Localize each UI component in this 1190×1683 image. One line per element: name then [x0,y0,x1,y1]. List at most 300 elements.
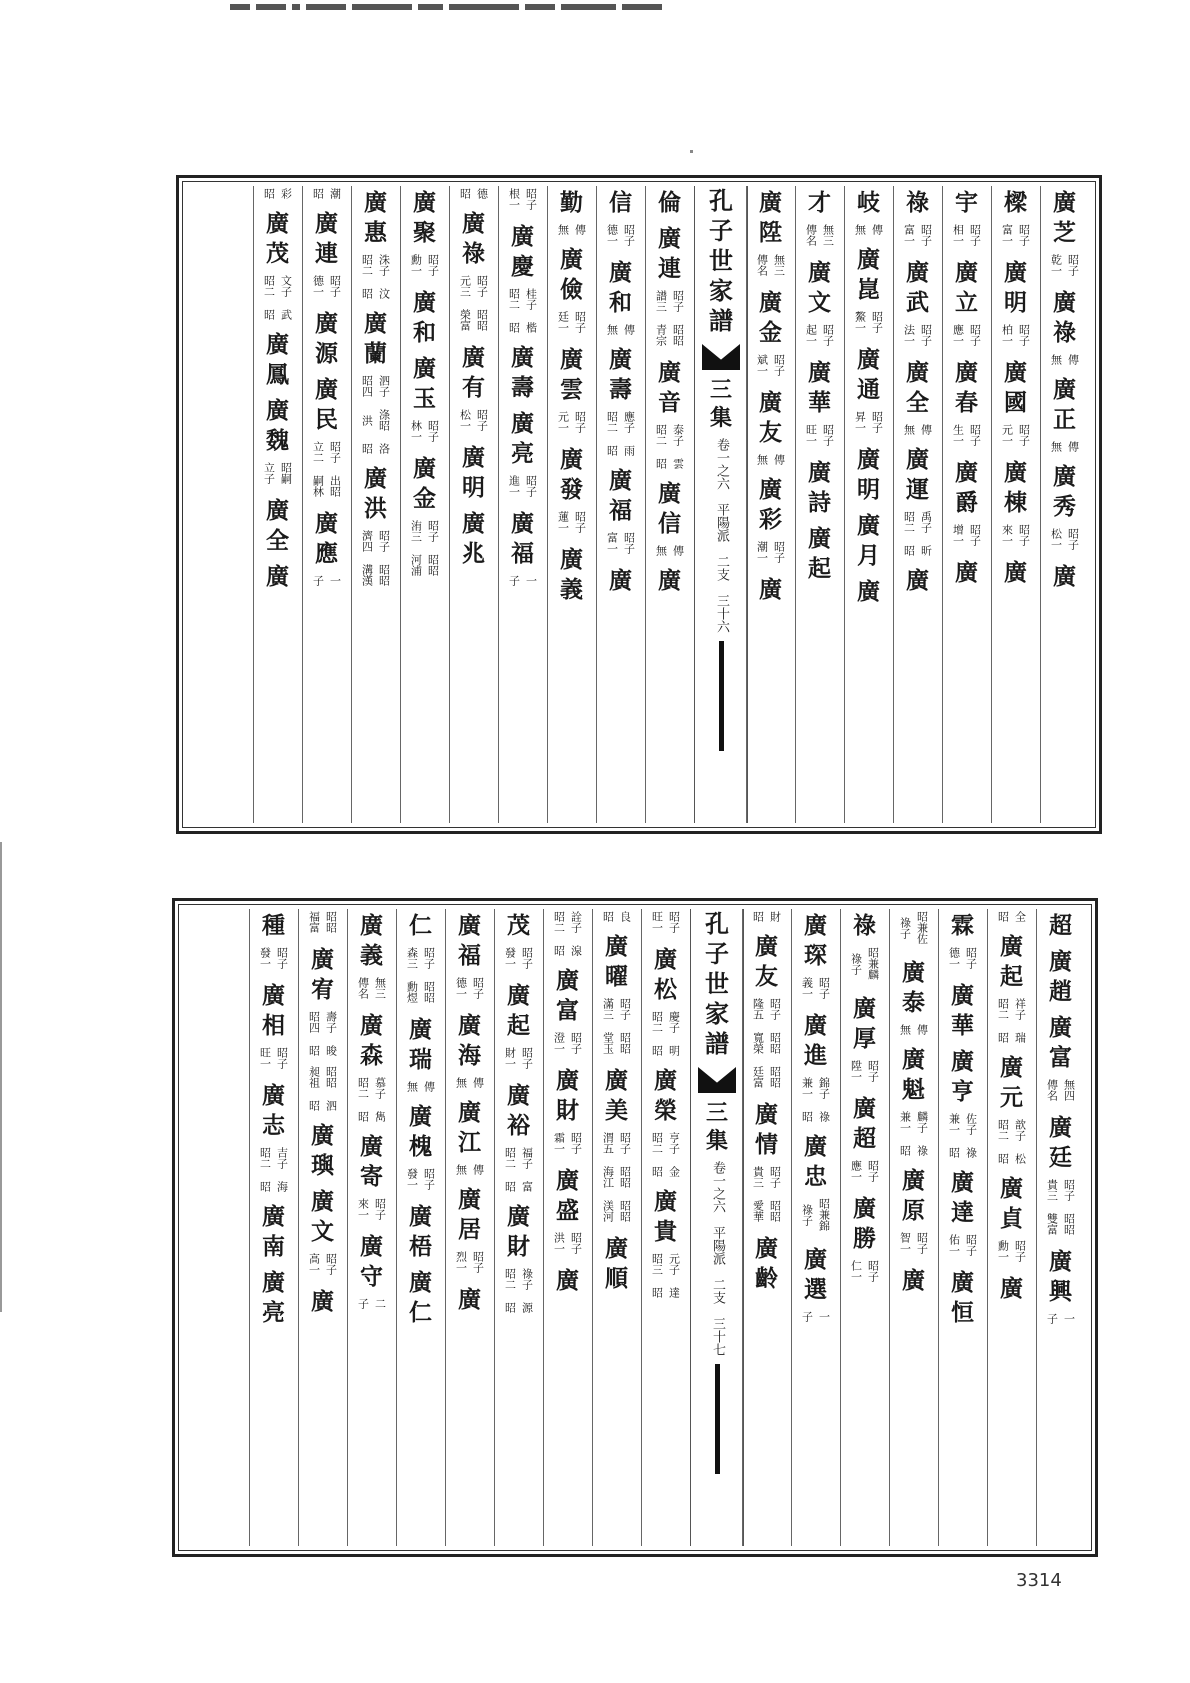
person-name: 廣 守 [360,1233,383,1290]
person-name: 祿 [906,189,929,216]
genealogy-column [840,911,889,1544]
person-name: 廣 魏 [266,397,289,454]
person-name: 廣 棟 [1004,459,1027,516]
genealogy-column [641,911,690,1544]
person-name: 岐 [857,189,880,216]
annotation-note: 無 傳 [454,1077,485,1088]
column-divider [494,909,495,1546]
annotation-note: 森三 昭子 [405,947,436,969]
column-divider [347,909,348,1546]
annotation-note: 昭二 泰子 [654,424,685,446]
person-name: 廣 有 [462,344,485,401]
annotation-note: 柏一 昭子 [1000,324,1031,346]
annotation-note: 旺一 昭子 [650,911,681,933]
annotation-note: 霜一 昭子 [552,1132,583,1154]
person-name: 廣 春 [955,359,978,416]
column-divider [249,909,250,1546]
genealogy-column [795,188,844,821]
annotation-note: 佑一 昭子 [947,1234,978,1256]
book-title: 孔 子 世 家 譜 [709,186,733,335]
person-name: 廣 福 [511,510,534,567]
genealogy-column [592,911,641,1544]
column-divider [1040,186,1041,823]
annotation-note: 子 一 [1045,1313,1076,1324]
person-name: 廣 進 [804,1012,827,1069]
person-name: 廣 恒 [951,1269,974,1326]
person-name: 廣 鳳 [266,331,289,388]
person-name: 廣 源 [315,310,338,367]
genealogy-column [547,188,596,821]
annotation-note: 海江 昭昭 [601,1166,632,1188]
person-name: 廣 璵 [311,1122,334,1179]
annotation-note: 子 一 [507,575,538,586]
annotation-note: 立子 昭嗣 [262,462,293,484]
person-name: 廣 福 [458,912,481,969]
person-name: 廣 運 [906,446,929,503]
person-name: 廣 達 [951,1169,974,1226]
annotation-note: 廷一 昭子 [556,311,587,333]
annotation-note: 溝漢 昭昭 [360,564,391,586]
person-name: 廣 兆 [462,510,485,567]
annotation-note: 昭 源 [503,1302,534,1313]
genealogy-column [302,188,351,821]
annotation-note: 昭 松 [996,1153,1027,1164]
genealogy-column [893,188,942,821]
column-divider [645,186,646,823]
annotation-note: 昭 富 [503,1181,534,1192]
person-name: 廣 勝 [853,1195,876,1252]
genealogy-column [253,188,302,821]
annotation-note: 無 傳 [605,324,636,335]
genealogy-column [396,911,445,1544]
person-name: 廣 [857,578,880,605]
person-name: 廣 財 [507,1203,530,1260]
annotation-note: 子 一 [311,575,342,586]
annotation-note: 兼一 佐子 [947,1113,978,1135]
annotation-note: 發一 昭子 [503,947,534,969]
column-divider [253,186,254,823]
annotation-note: 增一 昭子 [951,524,982,546]
annotation-note: 昭 德 [458,188,489,199]
annotation-note: 無 傳 [1049,354,1080,365]
person-name: 廣 壽 [511,344,534,401]
genealogy-column [400,188,449,821]
annotation-note: 無 傳 [556,224,587,235]
annotation-note: 昭 洛 [360,443,391,454]
annotation-note: 昭 湶 [552,945,583,956]
person-name: 廣 [1000,1275,1023,1302]
genealogy-column [298,911,347,1544]
column-divider [938,909,939,1546]
annotation-note: 昭二 詮子 [552,911,583,933]
person-name: 廣 曜 [605,933,628,990]
annotation-note: 昭 昕 [902,545,933,556]
person-name: 才 [808,189,831,216]
person-name: 廣 松 [654,946,677,1003]
person-name: 廣 友 [755,933,778,990]
volume-branch-label: 卷一之六 平陽派 二支 三十七 [710,1161,725,1356]
genealogy-column [942,188,991,821]
annotation-note: 昭 晙 [307,1045,338,1056]
column-divider [445,909,446,1546]
annotation-note: 昭二 禹子 [902,511,933,533]
person-name: 廣 發 [560,446,583,503]
person-name: 廣 明 [1004,259,1027,316]
annotation-note: 昭 雋 [356,1111,387,1122]
annotation-note: 昭二 慶子 [650,1011,681,1033]
person-name: 廣 [902,1267,925,1294]
person-name: 廣 國 [1004,359,1027,416]
genealogy-column [791,911,840,1544]
genealogy-column [844,188,893,821]
person-name: 廣 全 [906,359,929,416]
person-name: 廣 貞 [1000,1175,1023,1232]
person-name: 廣 海 [458,1012,481,1069]
annotation-note: 松一 昭子 [1049,528,1080,550]
annotation-note: 昭 明 [650,1045,681,1056]
person-name: 廣 貴 [654,1188,677,1245]
person-name: 廣 富 [1049,1014,1072,1071]
person-name: 祿 [853,912,876,939]
person-name: 廣 蘭 [364,310,387,367]
annotation-note: 昭 金 [650,1166,681,1177]
column-divider [596,186,597,823]
person-name: 廣 儉 [560,246,583,303]
person-name: 廣 武 [906,259,929,316]
column-divider [795,186,796,823]
person-name: 廣 起 [507,982,530,1039]
person-name: 廣 信 [658,480,681,537]
person-name: 廣 正 [1053,376,1076,433]
scan-edge-line [0,842,2,1312]
annotation-note: 兼一 麟子 [898,1111,929,1133]
person-name: 廣 崑 [857,246,880,303]
top-edge-marks [230,4,930,18]
annotation-note: 相一 昭子 [951,224,982,246]
annotation-note: 根一 昭子 [507,188,538,210]
person-name: 廣 亮 [262,1269,285,1326]
annotation-note: 昭二 歆子 [996,1119,1027,1141]
series-label: 三 集 [705,1100,728,1154]
annotation-note: 嗣林 出昭 [311,475,342,497]
person-name: 廣 志 [262,1082,285,1139]
column-divider [889,909,890,1546]
column-divider [498,186,499,823]
person-name: 廣 盛 [556,1167,579,1224]
person-name: 廣 洪 [364,465,387,522]
annotation-note: 元三 昭子 [458,275,489,297]
annotation-note: 傳名 無四 [1045,1079,1076,1101]
genealogy-column [987,911,1036,1544]
annotation-note: 洪 涤昭 [360,409,391,431]
person-name: 廣 [658,567,681,594]
person-name: 廣 雲 [560,346,583,403]
annotation-note: 洪一 昭子 [552,1232,583,1254]
column-divider [302,186,303,823]
person-name: 廣 慶 [511,223,534,280]
person-name: 廣 [1004,559,1027,586]
annotation-note: 昭 海 [258,1181,289,1192]
column-divider [844,186,845,823]
column-divider [396,909,397,1546]
book-spine-label [694,186,748,823]
column-divider [791,909,792,1546]
annotation-note: 昭二 文子 [262,275,293,297]
person-name: 廣 原 [902,1167,925,1224]
genealogy-column [938,911,987,1544]
genealogy-column [746,188,795,821]
annotation-note: 旺一 昭子 [804,424,835,446]
person-name: 廣 和 [609,259,632,316]
column-divider [547,186,548,823]
person-name: 廣 全 [266,497,289,554]
annotation-note: 無 傳 [405,1081,436,1092]
column-divider [351,186,352,823]
annotation-note: 昭 潮 [311,188,342,199]
genealogy-panel-upper [176,175,1102,834]
genealogy-column [449,188,498,821]
annotation-note: 青宗 昭昭 [654,324,685,346]
person-name: 廣 文 [808,259,831,316]
annotation-note: 應一 昭子 [951,324,982,346]
annotation-note: 勳一 昭子 [996,1240,1027,1262]
annotation-note: 昭 財 [751,911,782,922]
column-divider [991,186,992,823]
person-name: 廣 亨 [951,1048,974,1105]
person-name: 廣 超 [853,1095,876,1152]
person-name: 廣 榮 [654,1067,677,1124]
genealogy-panel-lower [172,898,1098,1557]
annotation-note: 立二 昭子 [311,441,342,463]
person-name: 廣 亮 [511,410,534,467]
annotation-note: 昭 祿 [800,1111,831,1122]
annotation-note: 昭 祿 [898,1145,929,1156]
person-name: 廣 文 [311,1188,334,1245]
column-divider [942,186,943,823]
annotation-note: 堂玉 昭昭 [601,1032,632,1054]
annotation-note: 無 傳 [454,1164,485,1175]
genealogy-column [347,911,396,1544]
annotation-note: 昭 武 [262,309,293,320]
person-name: 廣 廷 [1049,1114,1072,1171]
person-name: 廣 [556,1267,579,1294]
annotation-note: 昭 汶 [360,288,391,299]
person-name: 廣 華 [808,359,831,416]
person-name: 廣 情 [755,1101,778,1158]
person-name: 廣 [955,559,978,586]
person-name: 廣 福 [609,467,632,524]
annotation-note: 乾一 昭子 [1049,254,1080,276]
column-divider [449,186,450,823]
column-divider [592,909,593,1546]
annotation-note: 松一 昭子 [458,409,489,431]
annotation-note: 林一 昭子 [409,420,440,442]
person-name: 廣 宥 [311,946,334,1003]
person-name: 宇 [955,189,978,216]
annotation-note: 譜三 昭子 [654,290,685,312]
genealogy-column [543,911,592,1544]
annotation-note: 昶祖 昭昭 [307,1066,338,1088]
genealogy-column [596,188,645,821]
person-name: 廣 裕 [507,1082,530,1139]
scan-speck [690,150,693,153]
book-title: 孔 子 世 家 譜 [705,909,729,1058]
annotation-note: 勳煜 昭昭 [405,981,436,1003]
person-name: 廣 芝 [1053,189,1076,246]
genealogy-column [1036,911,1085,1544]
book-spine-label [690,909,744,1546]
person-name: 廣 梧 [409,1203,432,1260]
annotation-note: 隆五 昭子 [751,998,782,1020]
person-name: 廣 選 [804,1246,827,1303]
person-name: 廣 [266,563,289,590]
annotation-note: 來一 昭子 [356,1198,387,1220]
column-divider [1036,909,1037,1546]
annotation-note: 愛華 昭昭 [751,1200,782,1222]
person-name: 廣 連 [658,225,681,282]
person-name: 廣 齡 [755,1235,778,1292]
person-name: 廣 [609,567,632,594]
annotation-note: 濟四 昭子 [360,530,391,552]
annotation-note: 寬榮 昭昭 [751,1032,782,1054]
annotation-note: 昭二 祿子 [503,1268,534,1290]
person-name: 廣 [458,1286,481,1313]
annotation-note: 元一 昭子 [556,411,587,433]
annotation-note: 烈一 昭子 [454,1251,485,1273]
person-name: 廣 美 [605,1067,628,1124]
person-name: 廣 壽 [609,346,632,403]
person-name: 廣 爵 [955,459,978,516]
fishtail-mark-icon [702,344,740,370]
person-name: 廣 忠 [804,1133,827,1190]
column-divider [298,909,299,1546]
annotation-note: 福富 昭昭 [307,911,338,933]
person-name: 廣 [311,1288,334,1315]
annotation-note: 無 傳 [902,424,933,435]
person-name: 廣 居 [458,1186,481,1243]
column-divider [840,909,841,1546]
annotation-note: 祿子 昭兼麟 [849,947,880,980]
annotation-note: 德一 昭子 [947,947,978,969]
annotation-note: 昭 泗 [307,1100,338,1111]
annotation-note: 滿三 昭子 [601,998,632,1020]
genealogy-column [249,911,298,1544]
annotation-note: 無 傳 [1049,441,1080,452]
volume-branch-label: 卷一之六 平陽派 二支 三十六 [714,438,729,633]
person-name: 廣 仁 [409,1269,432,1326]
annotation-note: 財一 昭子 [503,1047,534,1069]
column-divider [400,186,401,823]
annotation-note: 昭二 吉子 [258,1147,289,1169]
person-name: 樑 [1004,189,1027,216]
annotation-note: 應一 昭子 [849,1160,880,1182]
person-name: 廣 金 [413,455,436,512]
person-name: 廣 [1053,563,1076,590]
person-name: 超 [1049,912,1072,939]
person-name: 廣 月 [857,512,880,569]
series-label: 三 集 [709,377,732,431]
annotation-note: 智一 昭子 [898,1232,929,1254]
genealogy-column [494,911,543,1544]
annotation-note: 富一 昭子 [902,224,933,246]
person-name: 廣 華 [951,982,974,1039]
annotation-note: 德一 昭子 [605,224,636,246]
annotation-note: 法一 昭子 [902,324,933,346]
annotation-note: 洧三 昭子 [409,520,440,542]
annotation-note: 昭 良 [601,911,632,922]
person-name: 廣 玉 [413,355,436,412]
genealogy-column [645,188,694,821]
person-name: 廣 秀 [1053,463,1076,520]
annotation-note: 起一 昭子 [804,324,835,346]
annotation-note: 昭 雲 [654,458,685,469]
annotation-note: 昭 祿 [947,1147,978,1158]
person-name: 信 [609,189,632,216]
annotation-note: 昭三 元子 [650,1253,681,1275]
person-name: 廣 友 [759,389,782,446]
annotation-note: 鰲一 昭子 [853,311,884,333]
person-name: 廣 起 [808,525,831,582]
spine-bar [719,641,724,751]
person-name: 廣 惠 [364,189,387,246]
person-name: 廣 琛 [804,912,827,969]
person-name: 廣 江 [458,1099,481,1156]
person-name: 廣 [906,567,929,594]
person-name: 廣 明 [462,444,485,501]
annotation-note: 發一 昭子 [258,947,289,969]
annotation-note: 昭二 祥子 [996,998,1027,1020]
person-name: 廣 金 [759,289,782,346]
person-name: 廣 義 [560,546,583,603]
genealogy-column [498,188,547,821]
person-name: 廣 彩 [759,476,782,533]
person-name: 廣 財 [556,1067,579,1124]
annotation-note: 發一 昭子 [405,1168,436,1190]
annotation-note: 昭四 泗子 [360,375,391,397]
person-name: 廣 民 [315,376,338,433]
annotation-note: 廷富 昭昭 [751,1066,782,1088]
person-name: 廣 順 [605,1235,628,1292]
person-name: 仁 [409,912,432,939]
annotation-note: 旺一 昭子 [258,1047,289,1069]
person-name: 廣 元 [1000,1054,1023,1111]
annotation-note: 昭 楷 [507,322,538,333]
person-name: 種 [262,912,285,939]
annotation-note: 昭二 慕子 [356,1077,387,1099]
person-name: 廣 義 [360,912,383,969]
annotation-note: 高一 昭子 [307,1253,338,1275]
person-name: 廣 茂 [266,210,289,267]
person-name: 廣 詩 [808,459,831,516]
person-name: 茂 [507,912,530,939]
annotation-note: 無 傳 [755,454,786,465]
annotation-note: 來一 昭子 [1000,524,1031,546]
fishtail-mark-icon [698,1067,736,1093]
person-name: 廣 起 [1000,933,1023,990]
person-name: 廣 和 [413,289,436,346]
annotation-note: 德一 昭子 [311,275,342,297]
genealogy-column [445,911,494,1544]
person-name: 廣 明 [857,446,880,503]
annotation-note: 昭 雨 [605,445,636,456]
annotation-note: 元一 昭子 [1000,424,1031,446]
annotation-note: 昭 彩 [262,188,293,199]
person-name: 廣 立 [955,259,978,316]
annotation-note: 義一 昭子 [800,977,831,999]
person-name: 廣 森 [360,1012,383,1069]
annotation-note: 昭 瑞 [996,1032,1027,1043]
genealogy-column [351,188,400,821]
